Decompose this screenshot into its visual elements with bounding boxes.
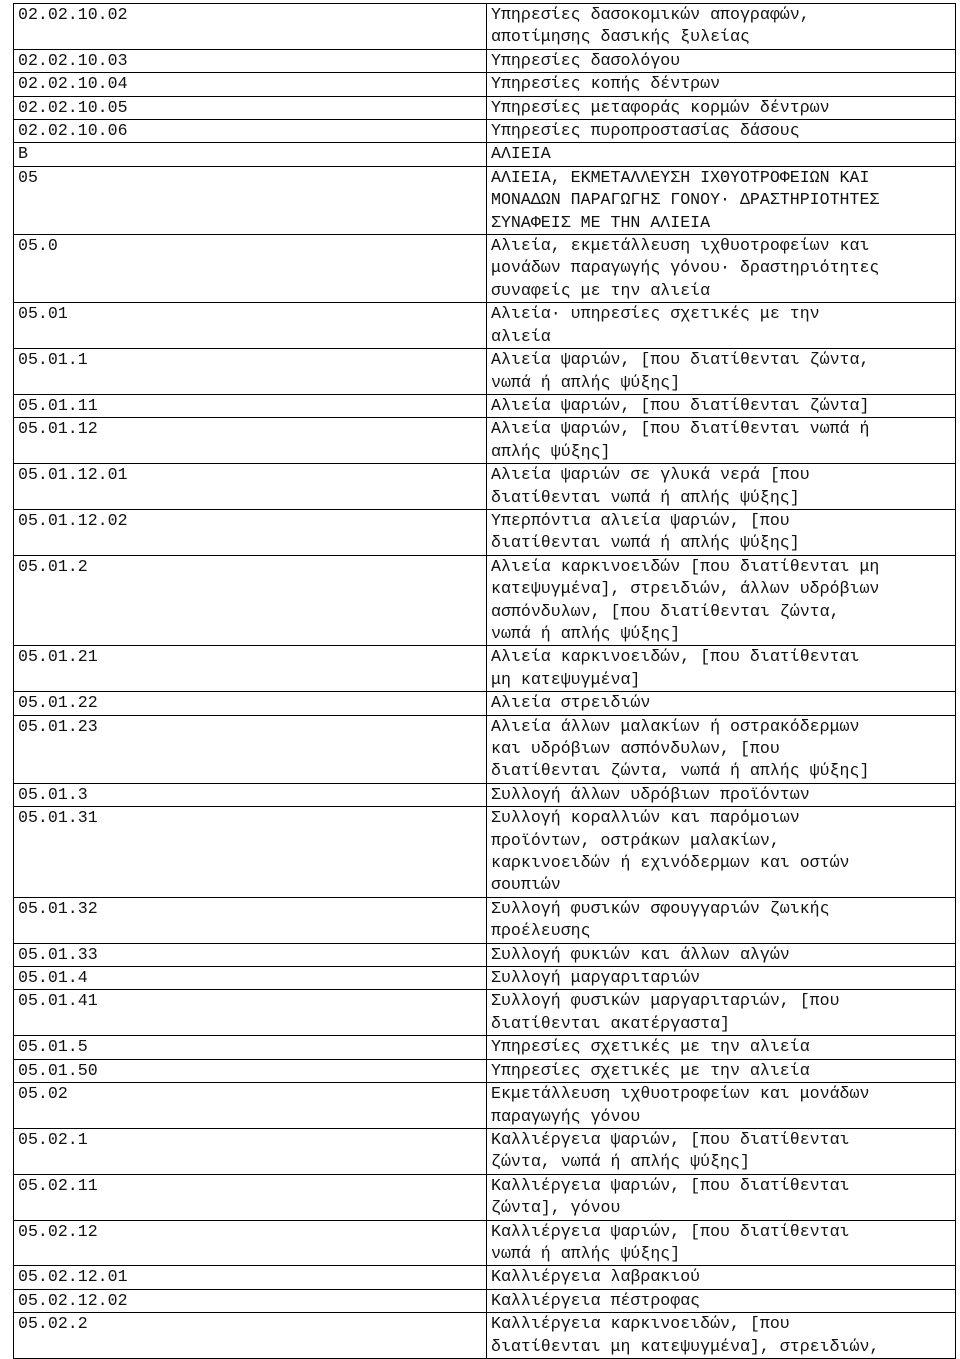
classification-table-body [14, 4, 956, 1359]
code-cell [14, 1128, 487, 1174]
code-cell [14, 394, 487, 417]
code-text: 05.01.12.02 [18, 510, 128, 530]
code-text: 05.01.31 [18, 808, 98, 828]
table-row [14, 235, 956, 303]
code-text: 05.01.32 [18, 898, 98, 918]
description-cell [487, 967, 956, 990]
code-cell [14, 73, 487, 96]
description-line: Συλλογή μαργαριταριών [491, 968, 701, 988]
table-row [14, 1036, 956, 1059]
description-line: ΜΟΝΑΔΩΝ ΠΑΡΑΓΩΓΗΣ ΓΟΝΟΥ· ΔΡΑΣΤΗΡΙΟΤΗΤΕΣ [491, 190, 880, 210]
table-row [14, 418, 956, 464]
table-row [14, 4, 956, 50]
description-line: Αλιεία ψαριών σε γλυκά νερά [που [491, 465, 810, 485]
table-row [14, 1059, 956, 1082]
table-row [14, 1083, 956, 1129]
code-text: 02.02.10.06 [18, 121, 128, 141]
code-text: 05.01.2 [18, 556, 88, 576]
code-cell [14, 1220, 487, 1266]
table-row [14, 807, 956, 898]
code-text: 05.01.22 [18, 693, 98, 713]
description-line: Αλιεία ψαριών, [που διατίθενται ζώντα, [491, 350, 870, 370]
description-line: Αλιεία άλλων μαλακίων ή οστρακόδερμων [491, 716, 860, 736]
description-line: μη κατεψυγμένα] [491, 669, 641, 689]
code-cell [14, 120, 487, 143]
description-line: Υπηρεσίες δασολόγου [491, 50, 681, 70]
description-cell [487, 394, 956, 417]
code-text: 05.02.2 [18, 1314, 88, 1334]
description-line: Υπηρεσίες πυροπροστασίας δάσους [491, 121, 800, 141]
description-line: διατίθενται μη κατεψυγμένα], στρειδιών, [491, 1336, 880, 1356]
description-line: ΑΛΙΕΙΑ, ΕΚΜΕΤΑΛΛΕΥΣΗ ΙΧΘΥΟΤΡΟΦΕΙΩΝ ΚΑΙ [491, 167, 870, 187]
description-cell [487, 73, 956, 96]
code-text: 05.01.21 [18, 647, 98, 667]
description-line: Καλλιέργεια καρκινοειδών, [που [491, 1314, 790, 1334]
description-cell [487, 49, 956, 72]
table-row [14, 715, 956, 783]
code-text: 05.02.12.01 [18, 1267, 128, 1287]
description-line: μονάδων παραγωγής γόνου· δραστηριότητες [491, 258, 880, 278]
description-cell [487, 943, 956, 966]
description-line: ζώντα, νωπά ή απλής ψύξης] [491, 1152, 750, 1172]
table-row [14, 555, 956, 646]
description-cell [487, 235, 956, 303]
description-line: Αλιεία καρκινοειδών, [που διατίθενται [491, 647, 860, 667]
code-cell [14, 1083, 487, 1129]
code-text: 05.02.12 [18, 1221, 98, 1241]
table-row [14, 1128, 956, 1174]
description-line: Συλλογή φυκιών και άλλων αλγών [491, 944, 790, 964]
code-cell [14, 807, 487, 898]
description-line: Αλιεία ψαριών, [που διατίθενται ζώντα] [491, 395, 870, 415]
table-row [14, 783, 956, 806]
classification-table [13, 3, 956, 1359]
code-text: B [18, 144, 28, 164]
description-line: διατίθενται νωπά ή απλής ψύξης] [491, 487, 800, 507]
description-line: σουπιών [491, 875, 561, 895]
code-text: 05.01.5 [18, 1037, 88, 1057]
code-cell [14, 143, 487, 166]
description-line: αλιεία [491, 326, 551, 346]
description-cell [487, 692, 956, 715]
code-cell [14, 555, 487, 646]
code-text: 05.02.12.02 [18, 1290, 128, 1310]
description-cell [487, 555, 956, 646]
description-line: διατίθενται ακατέργαστα] [491, 1013, 730, 1033]
description-line: διατίθενται ζώντα, νωπά ή απλής ψύξης] [491, 761, 870, 781]
code-cell [14, 418, 487, 464]
code-text: 05.01.11 [18, 395, 98, 415]
table-row [14, 96, 956, 119]
table-row [14, 943, 956, 966]
description-cell [487, 1220, 956, 1266]
description-line: παραγωγής γόνου [491, 1106, 641, 1126]
table-row [14, 509, 956, 555]
description-line: Αλιεία ψαριών, [που διατίθενται νωπά ή [491, 419, 870, 439]
table-row [14, 143, 956, 166]
description-line: απλής ψύξης] [491, 441, 611, 461]
description-line: Συλλογή κοραλλιών και παρόμοιων [491, 808, 800, 828]
description-line: Συλλογή φυσικών σφουγγαριών ζωικής [491, 898, 830, 918]
description-line: Καλλιέργεια ψαριών, [που διατίθενται [491, 1129, 850, 1149]
description-line: Υπηρεσίες κοπής δέντρων [491, 74, 721, 94]
description-cell [487, 1059, 956, 1082]
code-cell [14, 943, 487, 966]
code-text: 05.01.33 [18, 944, 98, 964]
description-line: Εκμετάλλευση ιχθυοτροφείων και μονάδων [491, 1084, 870, 1104]
description-line: ΣΥΝΑΦΕΙΣ ΜΕ ΤΗΝ ΑΛΙΕΙΑ [491, 212, 711, 232]
description-line: συναφείς με την αλιεία [491, 280, 711, 300]
description-line: Συλλογή φυσικών μαργαριταριών, [που [491, 991, 840, 1011]
table-row [14, 166, 956, 234]
description-cell [487, 646, 956, 692]
table-row [14, 1220, 956, 1266]
description-cell [487, 1083, 956, 1129]
description-cell [487, 303, 956, 349]
description-line: ασπόνδυλων, [που διατίθενται ζώντα, [491, 601, 840, 621]
code-cell [14, 96, 487, 119]
code-cell [14, 783, 487, 806]
description-cell [487, 96, 956, 119]
code-text: 05.02.11 [18, 1175, 98, 1195]
description-line: νωπά ή απλής ψύξης] [491, 372, 681, 392]
description-cell [487, 1289, 956, 1312]
table-row [14, 49, 956, 72]
description-line: νωπά ή απλής ψύξης] [491, 623, 681, 643]
code-text: 05.01 [18, 304, 68, 324]
code-text: 05.01.41 [18, 991, 98, 1011]
description-cell [487, 715, 956, 783]
code-text: 05.01.50 [18, 1060, 98, 1080]
code-text: 05.01.23 [18, 716, 98, 736]
code-cell [14, 1036, 487, 1059]
code-cell [14, 49, 487, 72]
table-row [14, 967, 956, 990]
description-line: Συλλογή άλλων υδρόβιων προϊόντων [491, 784, 810, 804]
description-cell [487, 990, 956, 1036]
code-cell [14, 4, 487, 50]
description-cell [487, 418, 956, 464]
code-text: 05.01.12 [18, 419, 98, 439]
table-row [14, 692, 956, 715]
description-line: αποτίμησης δασικής ξυλείας [491, 27, 750, 47]
description-line: Αλιεία στρειδιών [491, 693, 651, 713]
description-line: Υπηρεσίες μεταφοράς κορμών δέντρων [491, 97, 830, 117]
code-text: 05.0 [18, 236, 58, 256]
description-cell [487, 464, 956, 510]
code-cell [14, 692, 487, 715]
table-row [14, 1289, 956, 1312]
code-cell [14, 715, 487, 783]
description-line: Αλιεία, εκμετάλλευση ιχθυοτροφείων και [491, 236, 870, 256]
table-row [14, 73, 956, 96]
code-cell [14, 1289, 487, 1312]
description-line: ζώντα], γόνου [491, 1198, 621, 1218]
table-row [14, 120, 956, 143]
table-row [14, 897, 956, 943]
code-text: 05.01.3 [18, 784, 88, 804]
table-row [14, 349, 956, 395]
description-cell [487, 4, 956, 50]
description-cell [487, 1036, 956, 1059]
description-line: προϊόντων, οστράκων μαλακίων, [491, 830, 780, 850]
code-cell [14, 646, 487, 692]
description-line: και υδρόβιων ασπόνδυλων, [που [491, 739, 780, 758]
description-line: διατίθενται νωπά ή απλής ψύξης] [491, 533, 800, 553]
code-cell [14, 897, 487, 943]
description-line: προέλευσης [491, 921, 591, 941]
code-cell [14, 990, 487, 1036]
table-row [14, 1266, 956, 1289]
table-row [14, 646, 956, 692]
table-row [14, 394, 956, 417]
code-text: 05.01.4 [18, 968, 88, 988]
description-cell [487, 1266, 956, 1289]
code-text: 05.02 [18, 1084, 68, 1104]
code-text: 05.02.1 [18, 1129, 88, 1149]
code-cell [14, 303, 487, 349]
description-line: ΑΛΙΕΙΑ [491, 144, 551, 164]
code-text: 05 [18, 167, 38, 187]
table-row [14, 1174, 956, 1220]
code-cell [14, 235, 487, 303]
description-line: Υπερπόντια αλιεία ψαριών, [που [491, 510, 790, 530]
description-line: Καλλιέργεια λαβρακιού [491, 1267, 701, 1287]
description-cell [487, 509, 956, 555]
description-line: Καλλιέργεια πέστροφας [491, 1290, 701, 1310]
description-line: Υπηρεσίες δασοκομικών απογραφών, [491, 5, 810, 24]
code-text: 02.02.10.04 [18, 74, 128, 94]
description-line: Υπηρεσίες σχετικές με την αλιεία [491, 1037, 810, 1057]
code-cell [14, 967, 487, 990]
description-cell [487, 1174, 956, 1220]
description-line: Καλλιέργεια ψαριών, [που διατίθενται [491, 1175, 850, 1195]
code-text: 02.02.10.02 [18, 5, 128, 24]
description-cell [487, 143, 956, 166]
description-cell [487, 349, 956, 395]
description-line: κατεψυγμένα], στρειδιών, άλλων υδρόβιων [491, 579, 880, 599]
code-text: 02.02.10.03 [18, 50, 128, 70]
description-line: νωπά ή απλής ψύξης] [491, 1243, 681, 1263]
code-text: 05.01.12.01 [18, 465, 128, 485]
description-cell [487, 1128, 956, 1174]
description-cell [487, 120, 956, 143]
description-line: Καλλιέργεια ψαριών, [που διατίθενται [491, 1221, 850, 1241]
description-line: καρκινοειδών ή εχινόδερμων και οστών [491, 853, 850, 873]
code-cell [14, 1059, 487, 1082]
code-cell [14, 1266, 487, 1289]
description-line: Υπηρεσίες σχετικές με την αλιεία [491, 1060, 810, 1080]
code-cell [14, 349, 487, 395]
code-text: 02.02.10.05 [18, 97, 128, 117]
description-line: Αλιεία· υπηρεσίες σχετικές με την [491, 304, 820, 324]
code-cell [14, 509, 487, 555]
code-cell [14, 464, 487, 510]
table-row [14, 990, 956, 1036]
description-cell [487, 897, 956, 943]
code-cell [14, 166, 487, 234]
description-cell [487, 166, 956, 234]
description-line: Αλιεία καρκινοειδών [που διατίθενται μη [491, 556, 880, 576]
description-cell [487, 783, 956, 806]
table-row [14, 303, 956, 349]
table-row [14, 464, 956, 510]
code-cell [14, 1174, 487, 1220]
description-cell [487, 807, 956, 898]
code-text: 05.01.1 [18, 350, 88, 370]
